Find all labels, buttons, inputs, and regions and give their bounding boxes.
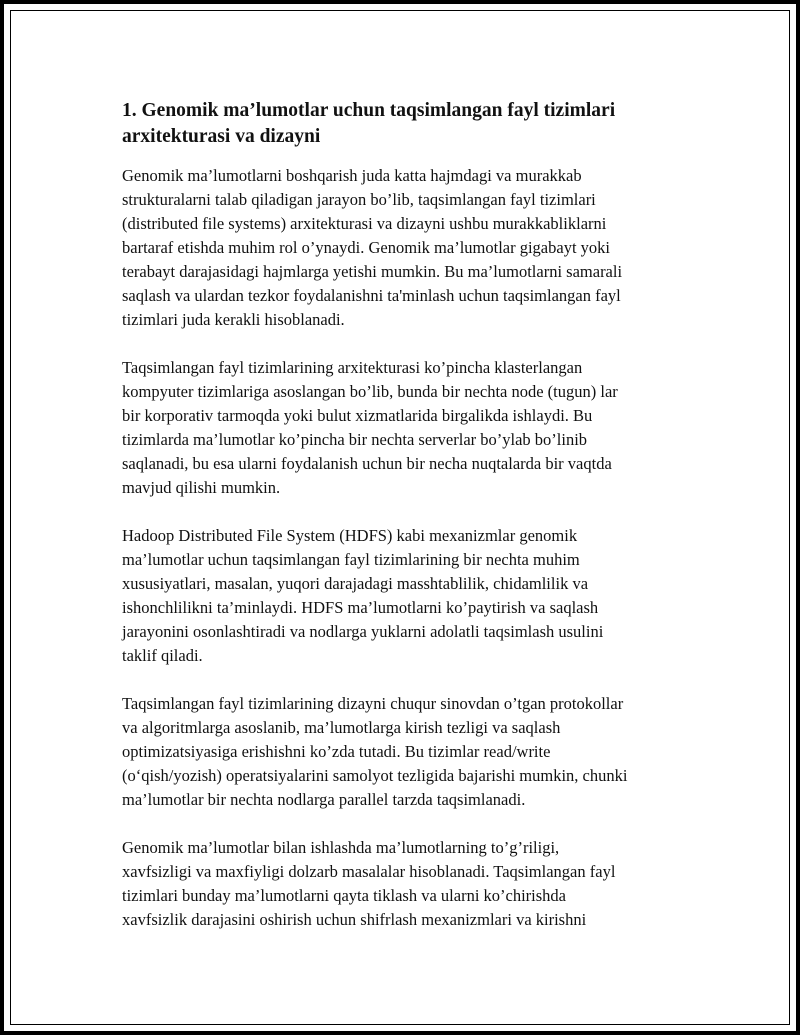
text-line: Taqsimlangan fayl tizimlarining dizayni chuqur sinovdan o’tgan protokollar <box>122 694 624 713</box>
text-line: saqlash va ulardan tezkor foydalanishni ta'minlash uchun taqsimlangan fayl <box>122 286 621 305</box>
text-line: xavfsizlik darajasini oshirish uchun shifrlash mexanizmlari va kirishni <box>122 910 587 929</box>
text-line: ma’lumotlar uchun taqsimlangan fayl tizimlarining bir nechta muhim <box>122 550 580 569</box>
text-line: bir korporativ tarmoqda yoki bulut xizmatlarida birgalikda ishlaydi. Bu <box>122 406 593 425</box>
text-line: bartaraf etishda muhim rol o’ynaydi. Genomik ma’lumotlar gigabayt yoki <box>122 238 610 257</box>
text-line: tizimlari bunday ma’lumotlarni qayta tiklash va ularni ko’chirishda <box>122 886 567 905</box>
text-line: jarayonini osonlashtiradi va nodlarga yuklarni adolatli taqsimlash usulini <box>122 622 604 641</box>
text-line: xususiyatlari, masalan, yuqori darajadagi masshtablilik, chidamlilik va <box>122 574 589 593</box>
heading-line: 1. Genomik ma’lumotlar uchun taqsimlangan fayl tizimlari <box>122 100 616 121</box>
paragraph-5 <box>122 836 702 932</box>
text-line: (distributed file systems) arxitekturasi va dizayni ushbu murakkabliklarni <box>122 214 607 233</box>
text-line: Genomik ma’lumotlar bilan ishlashda ma’lumotlarning to’g’riligi, <box>122 838 560 857</box>
text-line: terabayt darajasidagi hajmlarga yetishi mumkin. Bu ma’lumotlarni samarali <box>122 262 623 281</box>
paragraph-3 <box>122 524 702 668</box>
paragraph-2 <box>122 356 702 500</box>
heading-line: arxitekturasi va dizayni <box>122 126 321 147</box>
paragraph-1 <box>122 164 702 332</box>
text-line: ma’lumotlar bir nechta nodlarga parallel tarzda taqsimlanadi. <box>122 790 526 809</box>
text-line: taklif qiladi. <box>122 646 203 665</box>
text-line: optimizatsiyasiga erishishni ko’zda tutadi. Bu tizimlar read/write <box>122 742 551 761</box>
text-line: strukturalarni talab qiladigan jarayon bo’lib, taqsimlangan fayl tizimlari <box>122 190 596 209</box>
text-line: va algoritmlarga asoslanib, ma’lumotlarga kirish tezligi va saqlash <box>122 718 561 737</box>
text-line: ishonchlilikni ta’minlaydi. HDFS ma’lumotlarni ko’paytirish va saqlash <box>122 598 599 617</box>
text-line: kompyuter tizimlariga asoslangan bo’lib, bunda bir nechta node (tugun) lar <box>122 382 618 401</box>
paragraph-4 <box>122 692 702 812</box>
text-line: Genomik ma’lumotlarni boshqarish juda katta hajmdagi va murakkab <box>122 166 582 185</box>
text-line: mavjud qilishi mumkin. <box>122 478 281 497</box>
text-line: (o‘qish/yozish) operatsiyalarini samolyot tezligida bajarishi mumkin, chunki <box>122 766 628 785</box>
text-line: xavfsizligi va maxfiyligi dolzarb masalalar hisoblanadi. Taqsimlangan fayl <box>122 862 616 881</box>
section-heading <box>122 98 702 150</box>
document-body <box>122 98 702 956</box>
text-line: Taqsimlangan fayl tizimlarining arxitekturasi ko’pincha klasterlangan <box>122 358 583 377</box>
text-line: tizimlarda ma’lumotlar ko’pincha bir nechta serverlar bo’ylab bo’linib <box>122 430 588 449</box>
text-line: tizimlari juda kerakli hisoblanadi. <box>122 310 345 329</box>
text-line: Hadoop Distributed File System (HDFS) kabi mexanizmlar genomik <box>122 526 578 545</box>
text-line: saqlanadi, bu esa ularni foydalanish uchun bir necha nuqtalarda bir vaqtda <box>122 454 612 473</box>
